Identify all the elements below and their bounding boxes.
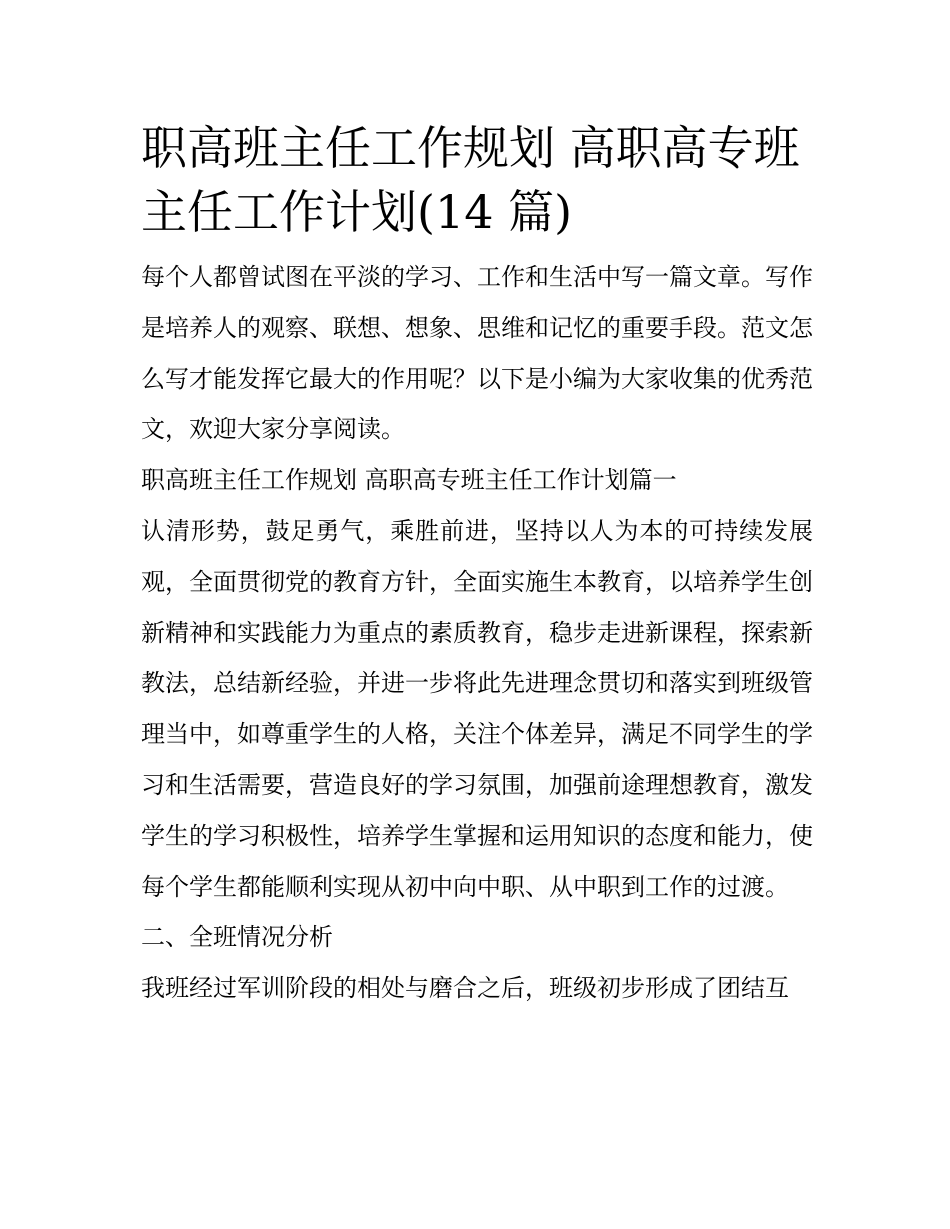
intro-paragraph: 每个人都曾试图在平淡的学习、工作和生活中写一篇文章。写作是培养人的观察、联想、想象、思维和记忆的重要手段。范文怎么写才能发挥它最大的作用呢？以下是小编为大家收集的优秀范文，欢迎大家分享阅读。 (141, 263, 813, 444)
guiding-ideology-paragraph: 认清形势，鼓足勇气，乘胜前进，坚持以人为本的可持续发展观，全面贯彻党的教育方针，全面实施生本教育，以培养学生创新精神和实践能力为重点的素质教育，稳步走进新课程，探索新教法，总结新经验，并进一步将此先进理念贯切和落实到班级管理当中，如尊重学生的人格，关注个体差异，满足不同学生的学习和生活需要，营造良好的学习氛围，加强前途理想教育，激发学生的学习积极性，培养学生掌握和运用知识的态度和能力，使每个学生都能顺利实现从初中向中职、从中职到工作的过渡。 (141, 516, 813, 901)
section-heading-class-analysis: 二、全班情况分析 (141, 923, 333, 952)
document-title: 职高班主任工作规划 高职高专班主任工作计划(14 篇) (141, 121, 800, 239)
document-body (141, 116, 813, 1014)
class-analysis-paragraph: 我班经过军训阶段的相处与磨合之后，班级初步形成了团结互 (141, 974, 789, 1003)
section-heading-part-one: 职高班主任工作规划 高职高专班主任工作计划篇一 (141, 466, 677, 495)
